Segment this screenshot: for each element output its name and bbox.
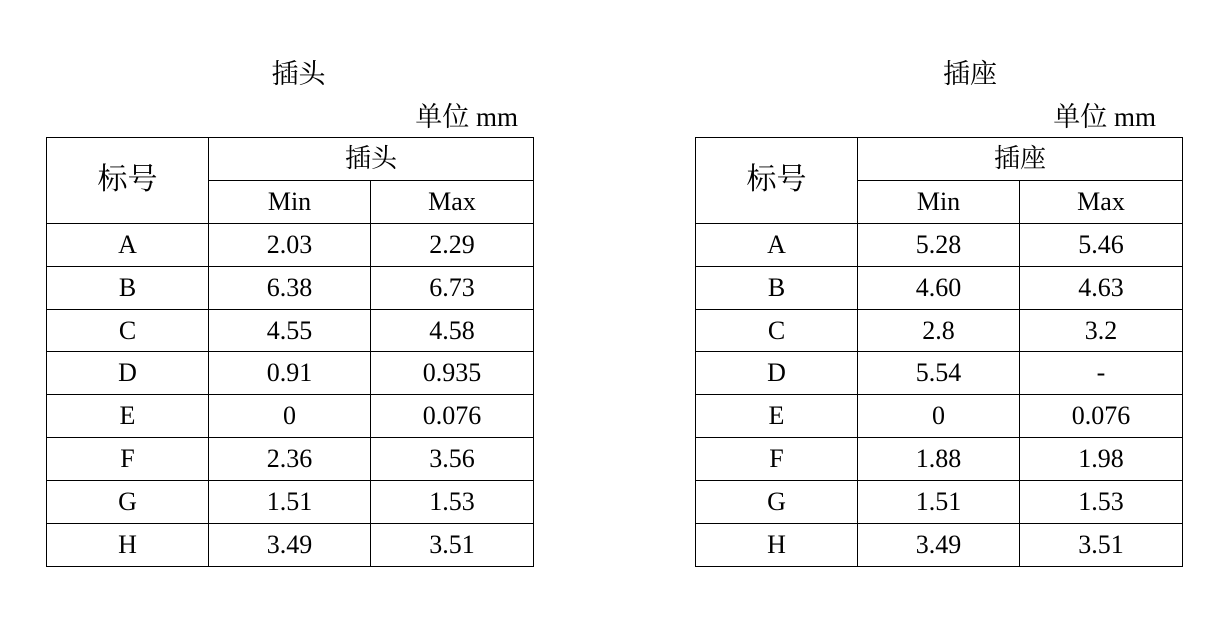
max-value: 1.98 [1020, 438, 1183, 481]
row-label: A [696, 223, 858, 266]
table-row [696, 481, 1183, 524]
table-row [696, 266, 1183, 309]
row-label: E [47, 395, 209, 438]
row-label: D [47, 352, 209, 395]
table-header-row [47, 138, 534, 181]
row-label: B [696, 266, 858, 309]
max-value: 3.51 [371, 524, 534, 567]
socket-unit-label: 单位 mm [1053, 102, 1156, 132]
table-row [696, 395, 1183, 438]
min-value: 2.36 [209, 438, 371, 481]
min-value: 0 [209, 395, 371, 438]
plug-spec-block [46, 0, 533, 630]
plug-spec-table [46, 137, 534, 567]
min-value: 0.91 [209, 352, 371, 395]
min-value: 2.03 [209, 223, 371, 266]
min-column-header: Min [209, 180, 371, 223]
max-value: 4.63 [1020, 266, 1183, 309]
table-row [696, 223, 1183, 266]
max-value: 3.51 [1020, 524, 1183, 567]
row-label: E [696, 395, 858, 438]
socket-title: 插座 [943, 59, 997, 89]
max-value: 1.53 [1020, 481, 1183, 524]
table-row [696, 309, 1183, 352]
max-column-header: Max [1020, 180, 1183, 223]
row-label: C [696, 309, 858, 352]
row-label: H [696, 524, 858, 567]
row-label: D [696, 352, 858, 395]
max-value: 5.46 [1020, 223, 1183, 266]
min-value: 0 [858, 395, 1020, 438]
max-value: 3.56 [371, 438, 534, 481]
max-value: 2.29 [371, 223, 534, 266]
min-value: 1.51 [209, 481, 371, 524]
max-value: 4.58 [371, 309, 534, 352]
plug-title: 插头 [271, 59, 326, 89]
plug-unit-label: 单位 mm [415, 102, 518, 132]
row-label: B [47, 266, 209, 309]
min-column-header: Min [858, 180, 1020, 223]
table-row [47, 223, 534, 266]
table-row [47, 438, 534, 481]
table-row [696, 438, 1183, 481]
max-value: 0.076 [371, 395, 534, 438]
label-column-header: 标号 [696, 138, 858, 224]
max-column-header: Max [371, 180, 534, 223]
table-row [47, 309, 534, 352]
label-column-header: 标号 [47, 138, 209, 224]
min-value: 5.28 [858, 223, 1020, 266]
min-value: 6.38 [209, 266, 371, 309]
group-column-header: 插座 [858, 138, 1183, 181]
min-value: 3.49 [209, 524, 371, 567]
min-value: 2.8 [858, 309, 1020, 352]
table-row [47, 266, 534, 309]
table-header-row [696, 138, 1183, 181]
table-row [696, 352, 1183, 395]
max-value: 1.53 [371, 481, 534, 524]
min-value: 5.54 [858, 352, 1020, 395]
row-label: H [47, 524, 209, 567]
row-label: C [47, 309, 209, 352]
table-row [47, 481, 534, 524]
max-value: 3.2 [1020, 309, 1183, 352]
socket-spec-table [695, 137, 1183, 567]
max-value: 6.73 [371, 266, 534, 309]
group-column-header: 插头 [209, 138, 534, 181]
row-label: A [47, 223, 209, 266]
max-value: 0.076 [1020, 395, 1183, 438]
min-value: 1.51 [858, 481, 1020, 524]
min-value: 1.88 [858, 438, 1020, 481]
row-label: G [696, 481, 858, 524]
min-value: 4.55 [209, 309, 371, 352]
row-label: F [47, 438, 209, 481]
table-row [696, 524, 1183, 567]
table-row [47, 352, 534, 395]
row-label: F [696, 438, 858, 481]
table-row [47, 395, 534, 438]
max-value: - [1020, 352, 1183, 395]
row-label: G [47, 481, 209, 524]
min-value: 4.60 [858, 266, 1020, 309]
socket-spec-block [695, 0, 1182, 630]
max-value: 0.935 [371, 352, 534, 395]
min-value: 3.49 [858, 524, 1020, 567]
table-row [47, 524, 534, 567]
